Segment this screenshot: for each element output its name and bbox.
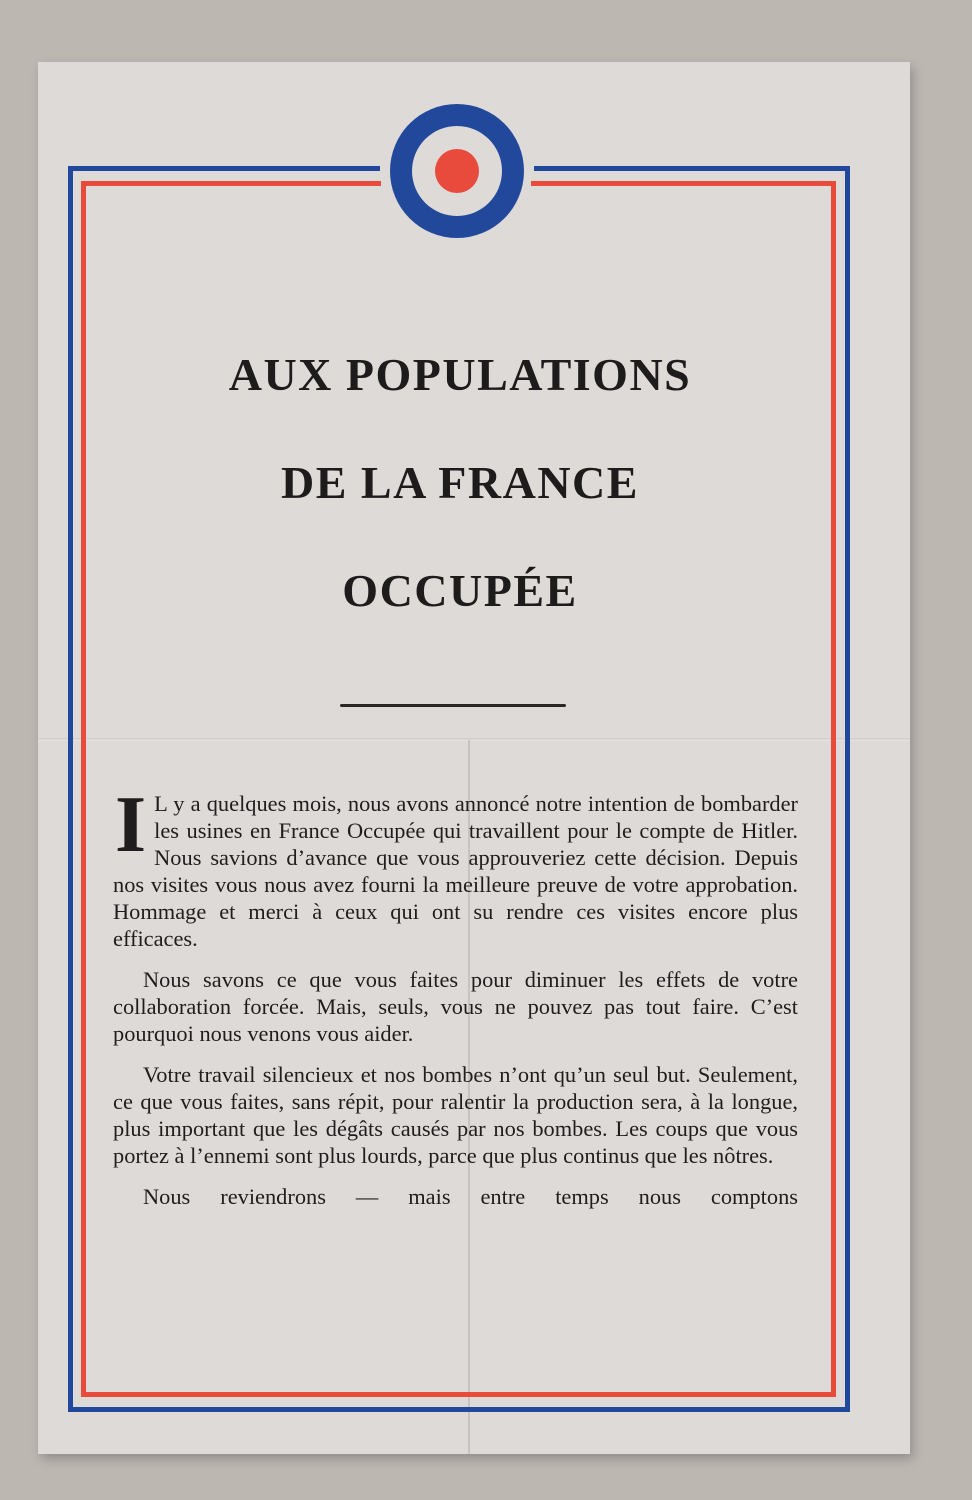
paper-fold-horizontal xyxy=(38,738,910,741)
border-blue-top-right xyxy=(534,166,850,171)
roundel-icon xyxy=(390,104,524,238)
title-line-2: DE LA FRANCE xyxy=(281,457,639,508)
leaflet-paper xyxy=(38,62,910,1454)
border-red-left xyxy=(81,181,86,1397)
leaflet-body xyxy=(113,781,798,1224)
paragraph-1 xyxy=(113,781,798,952)
border-red-bottom xyxy=(81,1392,836,1397)
paragraph-4: Nous reviendrons — mais entre temps nous comptons xyxy=(143,1184,798,1209)
border-red-right xyxy=(831,181,836,1397)
border-blue-top-left xyxy=(68,166,380,171)
border-red-top-right xyxy=(531,181,836,186)
border-red-top-left xyxy=(81,181,381,186)
drop-cap: I xyxy=(115,781,147,869)
paragraph-1-text: L y a quelques mois, nous avons annoncé notre intention de bombarder les usines en France Occupée qui travaillent pour le compte de Hitler. Nous savions d’avance que vous approuveriez cette décision. Depuis nos visites vous nous avez fourni la meilleure preuve de votre approbation. Hommage et merci à ceux qui ont su rendre ces visites encore plus efficaces. xyxy=(113,791,798,951)
title-line-3: OCCUPÉE xyxy=(342,565,578,616)
paragraph-2: Nous savons ce que vous faites pour diminuer les effets de votre collaboration forcée. Mais, seuls, vous ne pouvez pas tout faire. C’est pourquoi nous venons vous aider. xyxy=(113,967,798,1046)
border-blue-right xyxy=(845,166,850,1412)
paragraph-3: Votre travail silencieux et nos bombes n’ont qu’un seul but. Seulement, ce que vous faites, sans répit, pour ralentir la production sera, à la longue, plus important que les dégâts causés par nos bombes. Les coups que vous portez à l’ennemi sont plus lourds, parce que plus continus que les nôtres. xyxy=(113,1062,798,1168)
title-line-1: AUX POPULATIONS xyxy=(228,349,692,400)
title-divider xyxy=(340,704,566,707)
border-blue-bottom xyxy=(68,1407,850,1412)
border-blue-left xyxy=(68,166,73,1412)
